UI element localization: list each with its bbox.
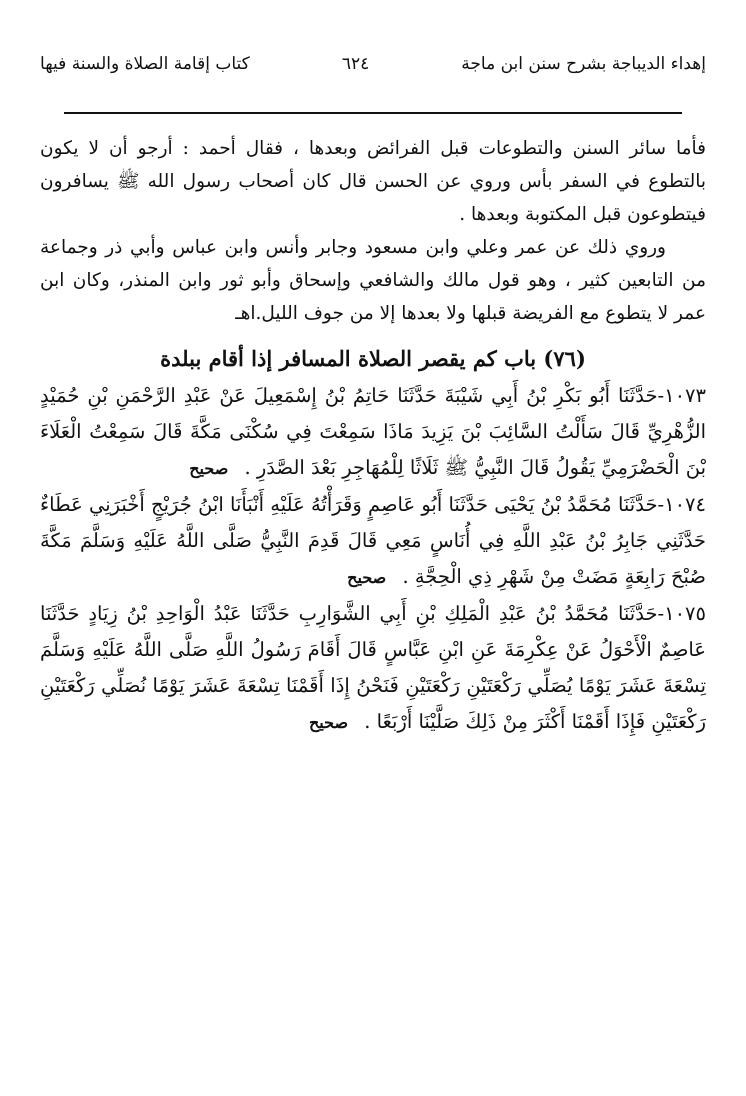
page-header xyxy=(40,54,706,88)
commentary-paragraph-2: وروي ذلك عن عمر وعلي وابن مسعود وجابر وأنس وابن عباس وأبي ذر وجماعة من التابعين كثير ، وهو قول مالك والشافعي وإسحاق وأبو ثور وابن المنذر، وكان ابن عمر لا يتطوع مع الفريضة قبلها ولا بعدها إلا من جوف الليل.اهـ xyxy=(40,237,706,324)
section-title: كتاب إقامة الصلاة والسنة فيها xyxy=(40,54,250,74)
header-divider xyxy=(64,112,682,114)
commentary-block xyxy=(40,132,706,330)
hadith-grade: صحيح xyxy=(347,568,387,587)
hadith-grade: صحيح xyxy=(189,459,229,478)
hadith-text: ١٠٧٣-حَدَّثَنَا أَبُو بَكْرِ بْنُ أَبِي شَيْبَةَ حَدَّثَنَا حَاتِمُ بْنُ إِسْمَعِيلَ عَنْ عَبْدِ الرَّحْمَنِ بْنِ حُمَيْدٍ الزُّهْرِيِّ قَالَ سَأَلْتُ السَّائِبَ بْنَ يَزِيدَ مَاذَا سَمِعْتَ فِي سُكْنَى مَكَّةَ قَالَ سَمِعْتُ الْعَلَاءَ بْنَ الْحَضْرَمِيِّ يَقُولُ قَالَ النَّبِيُّ ﷺ ثَلَاثًا لِلْمُهَاجِرِ بَعْدَ الصَّدَرِ . xyxy=(40,384,706,479)
chapter-heading: (٧٦) باب كم يقصر الصلاة المسافر إذا أقام ببلدة xyxy=(160,346,586,371)
hadith-text: ١٠٧٥-حَدَّثَنَا مُحَمَّدُ بْنُ عَبْدِ الْمَلِكِ بْنِ أَبِي الشَّوَارِبِ حَدَّثَنَا عَبْدُ الْوَاحِدِ بْنُ زِيَادٍ حَدَّثَنَا عَاصِمٌ الْأَحْوَلُ عَنْ عِكْرِمَةَ عَنِ ابْنِ عَبَّاسٍ قَالَ أَقَامَ رَسُولُ اللَّهِ صَلَّى اللَّهُ عَلَيْهِ وَسَلَّمَ تِسْعَةَ عَشَرَ يَوْمًا يُصَلِّي رَكْعَتَيْنِ رَكْعَتَيْنِ فَنَحْنُ إِذَا أَقَمْنَا تِسْعَةَ عَشَرَ يَوْمًا نُصَلِّي رَكْعَتَيْنِ رَكْعَتَيْنِ فَإِذَا أَقَمْنَا أَكْثَرَ مِنْ ذَلِكَ صَلَّيْنَا أَرْبَعًا . xyxy=(40,602,706,733)
book-page xyxy=(40,54,706,1056)
page-number: ٦٢٤ xyxy=(341,54,370,74)
hadith-1075 xyxy=(40,596,706,741)
hadith-text: ١٠٧٤-حَدَّثَنَا مُحَمَّدُ بْنُ يَحْيَى حَدَّثَنَا أَبُو عَاصِمٍ وَقَرَأْتُهُ عَلَيْهِ أَنْبَأَنَا ابْنُ جُرَيْجٍ أَخْبَرَنِي عَطَاءٌ حَدَّثَنِي جَابِرُ بْنُ عَبْدِ اللَّهِ فِي أُنَاسٍ مَعِي قَالَ قَدِمَ النَّبِيُّ صَلَّى اللَّهُ عَلَيْهِ وَسَلَّمَ مَكَّةَ صُبْحَ رَابِعَةٍ مَضَتْ مِنْ شَهْرِ ذِي الْحِجَّةِ . xyxy=(40,493,706,588)
hadith-grade: صحيح xyxy=(308,713,349,732)
hadith-1073 xyxy=(40,378,706,487)
hadith-1074 xyxy=(40,487,706,596)
book-title: إهداء الديباجة بشرح سنن ابن ماجة xyxy=(461,54,706,74)
commentary-paragraph-1: فأما سائر السنن والتطوعات قبل الفرائض وبعدها ، فقال أحمد : أرجو أن لا يكون بالتطوع في السفر بأس وروي عن الحسن قال كان أصحاب رسول الله ﷺ يسافرون فيتطوعون قبل المكتوبة وبعدها . xyxy=(40,138,706,225)
